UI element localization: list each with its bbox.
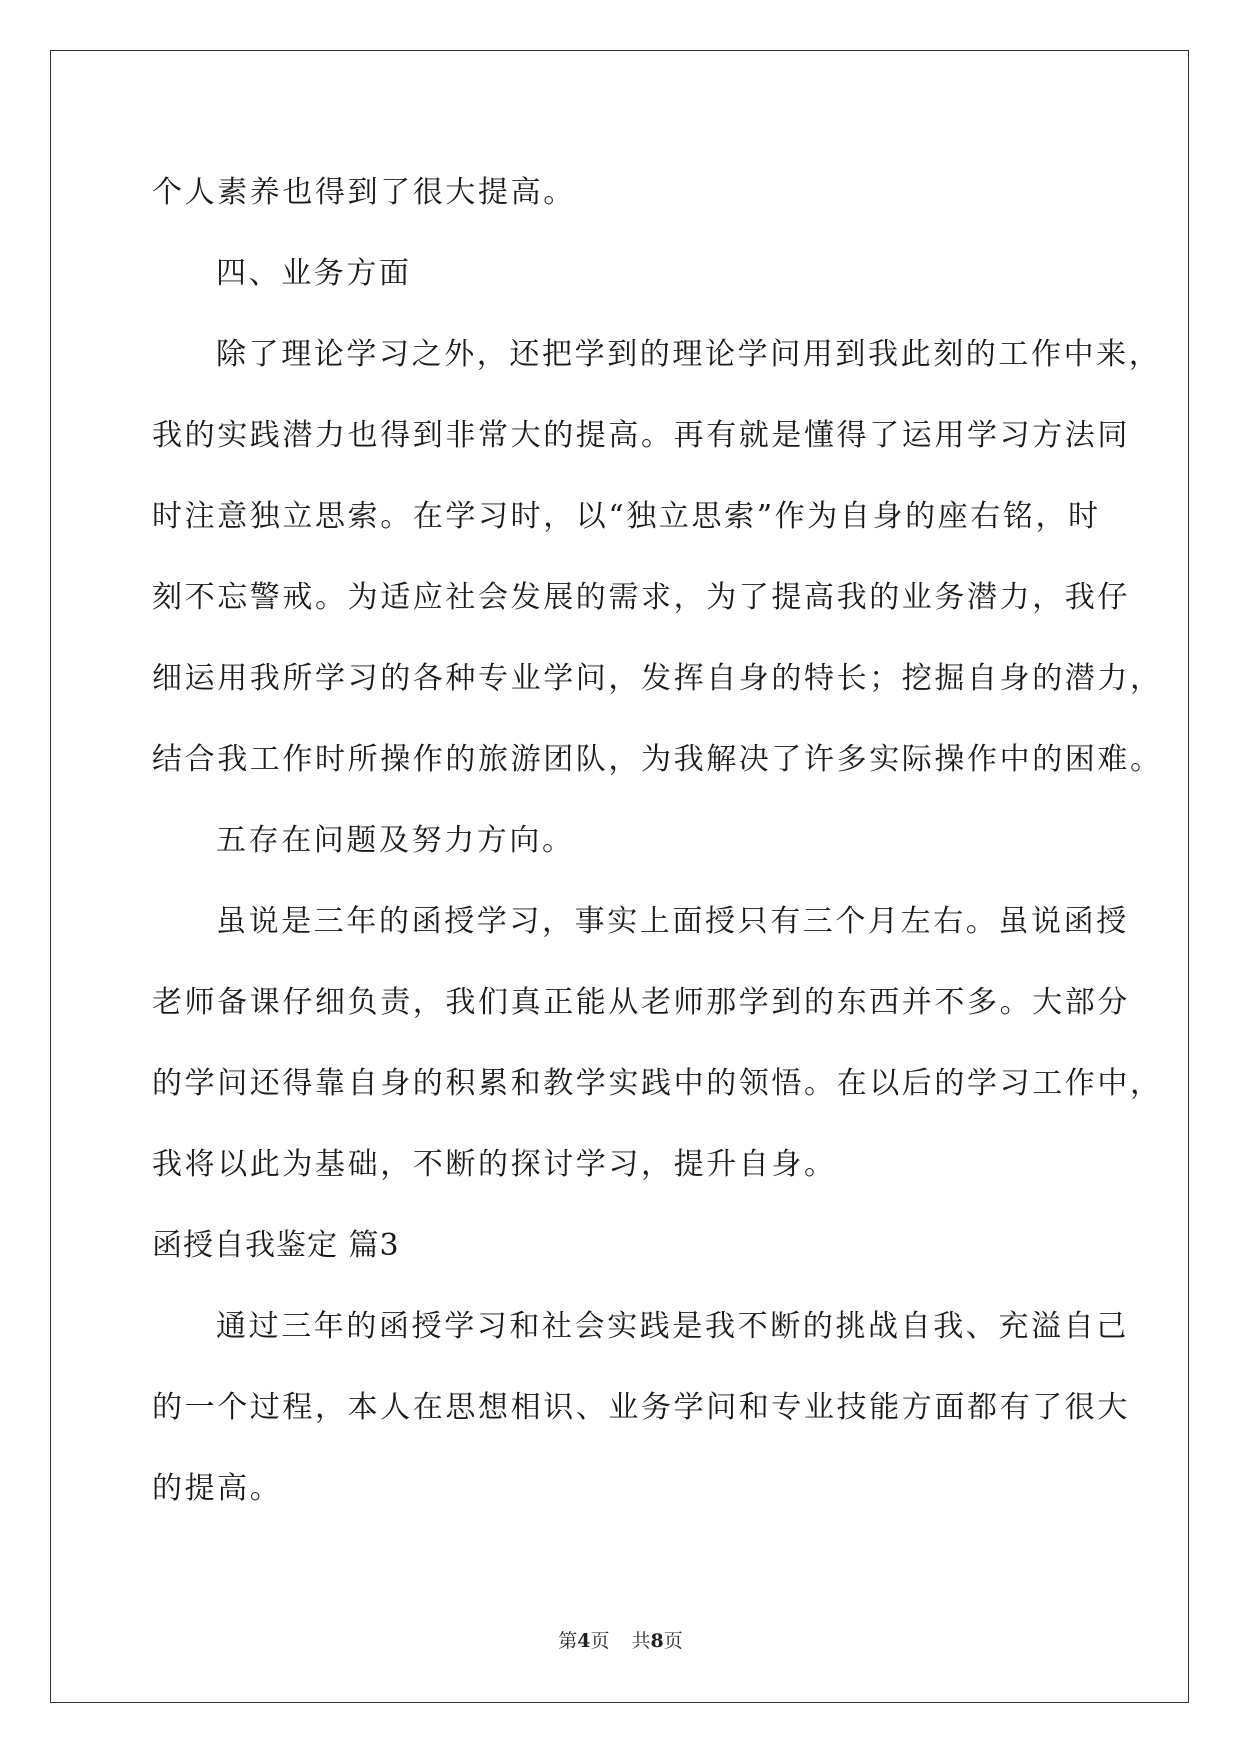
page-footer	[0, 1626, 1241, 1653]
text-line: 虽说是三年的函授学习，事实上面授只有三个月左右。虽说函授	[216, 904, 1129, 939]
footer-total-pages: 8	[650, 1630, 664, 1652]
text-line: 除了理论学习之外，还把学到的理论学问用到我此刻的工作中来，	[216, 337, 1162, 372]
text-line: 老师备课仔细负责，我们真正能从老师那学到的东西并不多。大部分	[152, 985, 1130, 1020]
text-line: 结合我工作时所操作的旅游团队，为我解决了许多实际操作中的困难。	[152, 742, 1163, 777]
text-line: 我将以此为基础，不断的探讨学习，提升自身。	[152, 1147, 837, 1182]
footer-total-prefix: 共	[631, 1630, 651, 1652]
section-heading: 函授自我鉴定 篇3	[152, 1228, 400, 1263]
text-line: 通过三年的函授学习和社会实践是我不断的挑战自我、充溢自己	[216, 1309, 1129, 1344]
text-line: 时注意独立思索。在学习时，以“独立思索”作为自身的座右铭，时	[152, 499, 1101, 534]
text-line: 我的实践潜力也得到非常大的提高。再有就是懂得了运用学习方法同	[152, 418, 1130, 453]
footer-total-suffix: 页	[663, 1630, 683, 1652]
footer-page-number: 4	[577, 1630, 591, 1652]
text-line: 的提高。	[152, 1471, 283, 1506]
footer-prefix: 第	[558, 1630, 578, 1652]
subheading-business: 四、业务方面	[216, 256, 412, 291]
text-line: 的学问还得靠自身的积累和教学实践中的领悟。在以后的学习工作中，	[152, 1066, 1163, 1101]
footer-page-suffix: 页	[590, 1630, 610, 1652]
subheading-problems: 五存在问题及努力方向。	[216, 823, 575, 858]
text-line: 细运用我所学习的各种专业学问，发挥自身的特长；挖掘自身的潜力，	[152, 661, 1163, 696]
document-body	[152, 152, 1163, 1529]
text-line: 个人素养也得到了很大提高。	[152, 175, 576, 210]
text-line: 刻不忘警戒。为适应社会发展的需求，为了提高我的业务潜力，我仔	[152, 580, 1130, 615]
text-line: 的一个过程，本人在思想相识、业务学问和专业技能方面都有了很大	[152, 1390, 1130, 1425]
